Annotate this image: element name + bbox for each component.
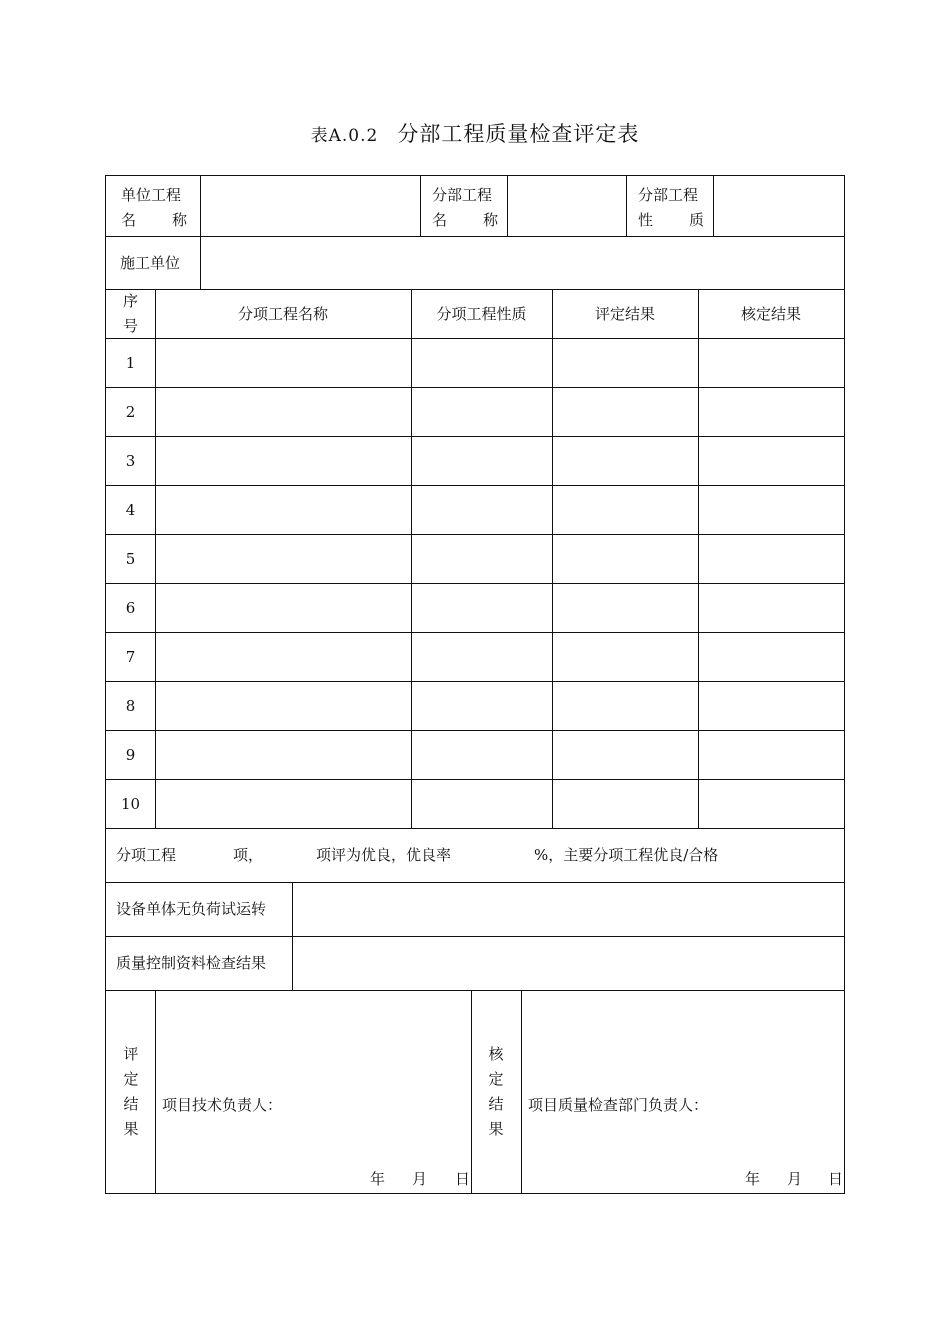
- line-summary-bottom: [106, 882, 844, 883]
- vline-h1: [200, 176, 201, 236]
- sub-project-nature-label-2: 性 质: [638, 211, 704, 229]
- evaluation-year: 年: [370, 1170, 386, 1188]
- form-code: 表A.0.2: [310, 126, 379, 146]
- summary-part-2: 项，: [233, 846, 264, 864]
- line-row3-bottom: [106, 485, 844, 486]
- line-row6-bottom: [106, 632, 844, 633]
- line-equipment-bottom: [106, 936, 844, 937]
- verification-label: 核 定 结 果: [488, 1045, 504, 1138]
- equipment-test-label: 设备单体无负荷试运转: [116, 900, 267, 918]
- row-number: 9: [125, 746, 136, 764]
- line-row2-bottom: [106, 436, 844, 437]
- sub-project-name-label: 分部工程: [432, 186, 493, 204]
- vline-seq: [155, 289, 156, 828]
- vline-sign-1: [155, 990, 156, 1194]
- vline-sign-3: [521, 990, 522, 1194]
- verify-result-header: 核定结果: [740, 305, 801, 323]
- form-name: 分部工程质量检查评定表: [397, 122, 640, 146]
- line-header-bottom: [106, 236, 844, 237]
- summary-part-3: 项评为优良，优良率: [316, 846, 452, 864]
- row-number: 6: [125, 599, 136, 617]
- line-row9-bottom: [106, 779, 844, 780]
- unit-project-label-2: 名 称: [121, 211, 187, 229]
- line-construction-bottom: [106, 289, 844, 290]
- vline-eval: [698, 289, 699, 828]
- row-number: 5: [125, 550, 136, 568]
- form-title: [0, 118, 950, 148]
- verification-month: 月: [787, 1170, 803, 1188]
- vline-nature: [552, 289, 553, 828]
- item-nature-header: 分项工程性质: [436, 305, 527, 323]
- summary-part-4: %，主要分项工程优良/合格: [534, 846, 719, 864]
- vline-sign-2: [471, 990, 472, 1194]
- unit-project-label: 单位工程: [121, 186, 182, 204]
- seq-header-2: 号: [122, 317, 138, 335]
- vline-h3: [507, 176, 508, 236]
- sub-project-name-label-2: 名 称: [432, 211, 498, 229]
- row-number: 1: [125, 354, 136, 372]
- vline-equipment: [292, 882, 293, 990]
- construction-unit-label: 施工单位: [120, 254, 181, 272]
- row-number: 4: [125, 501, 136, 519]
- vline-h4: [626, 176, 627, 236]
- row-number: 8: [125, 697, 136, 715]
- line-row4-bottom: [106, 534, 844, 535]
- row-number: 2: [125, 403, 136, 421]
- eval-result-header: 评定结果: [594, 305, 655, 323]
- sub-project-nature-label: 分部工程: [638, 186, 699, 204]
- quality-evaluation-table: [105, 175, 845, 1194]
- row-number: 7: [125, 648, 136, 666]
- line-row5-bottom: [106, 583, 844, 584]
- vline-construction: [200, 236, 201, 289]
- verification-signer: 项目质量检查部门负责人：: [528, 1096, 709, 1114]
- seq-header-1: 序: [122, 292, 138, 310]
- evaluation-signer: 项目技术负责人：: [162, 1096, 283, 1114]
- evaluation-day: 日: [455, 1170, 471, 1188]
- vline-name: [411, 289, 412, 828]
- verification-day: 日: [828, 1170, 844, 1188]
- row-number: 3: [125, 452, 136, 470]
- vline-h5: [713, 176, 714, 236]
- verification-year: 年: [745, 1170, 761, 1188]
- line-docs-bottom: [106, 990, 844, 991]
- line-row7-bottom: [106, 681, 844, 682]
- summary-part-1: 分项工程: [116, 846, 177, 864]
- row-number: 10: [120, 795, 141, 813]
- line-row8-bottom: [106, 730, 844, 731]
- evaluation-label: 评 定 结 果: [123, 1045, 139, 1138]
- line-row10-bottom: [106, 828, 844, 829]
- vline-h2: [420, 176, 421, 236]
- evaluation-month: 月: [412, 1170, 428, 1188]
- quality-docs-label: 质量控制资料检查结果: [116, 954, 267, 972]
- item-name-header: 分项工程名称: [237, 305, 328, 323]
- line-colhead-bottom: [106, 338, 844, 339]
- line-row1-bottom: [106, 387, 844, 388]
